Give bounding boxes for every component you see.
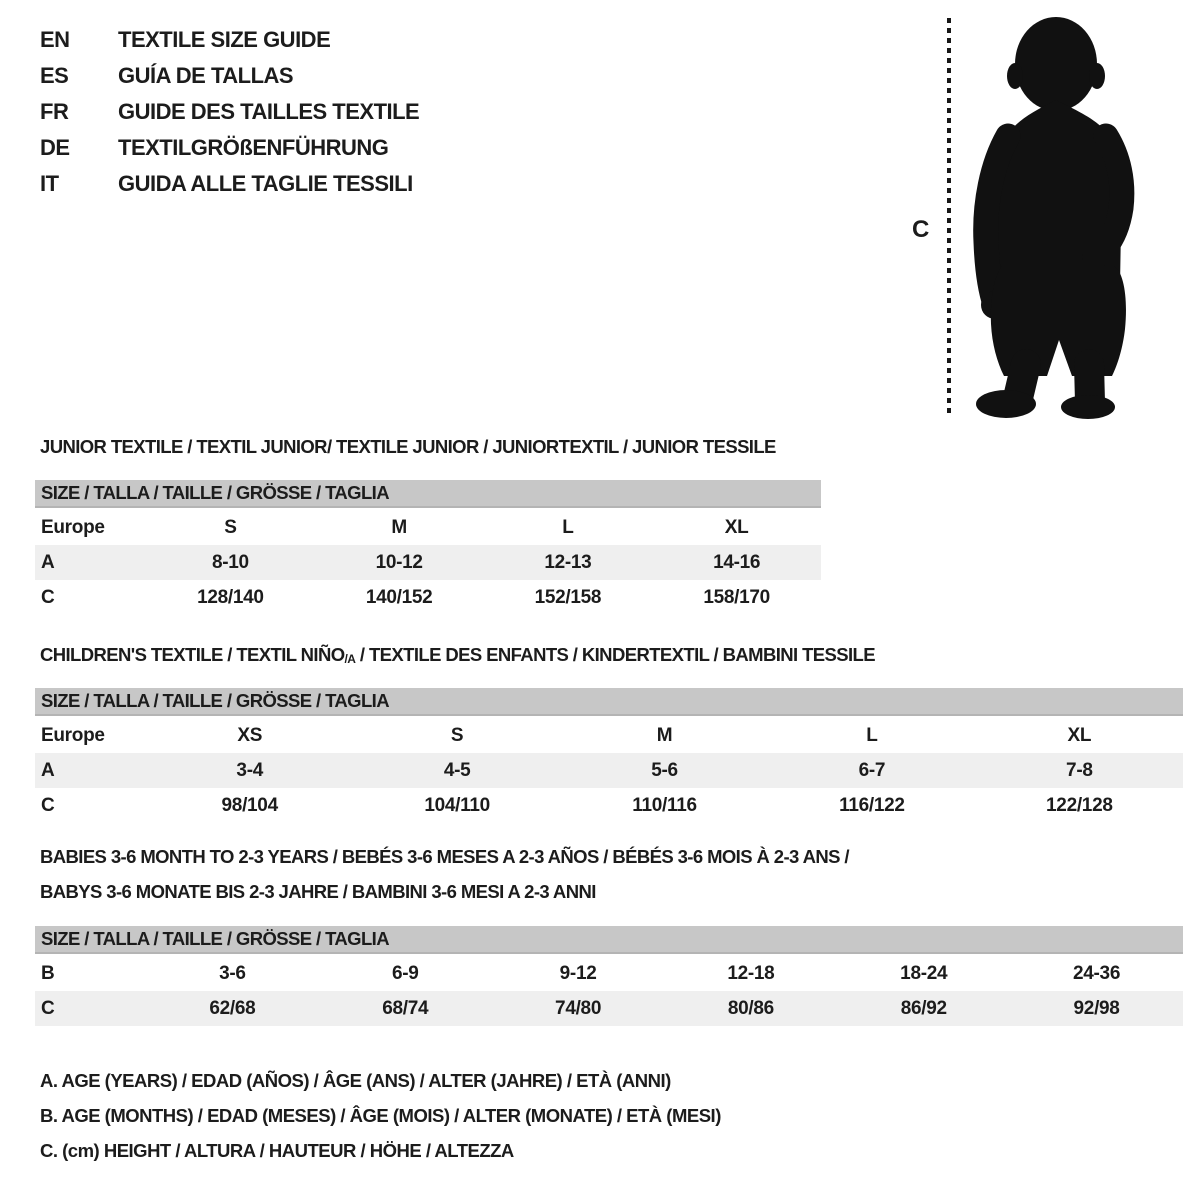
babies-table-title-line1: BABIES 3-6 MONTH TO 2-3 YEARS / BEBÉS 3-6 MESES A 2-3 AÑOS / BÉBÉS 3-6 MOIS À 2-3 ANS / xyxy=(40,846,849,867)
months-cell: 18-24 xyxy=(900,963,948,984)
size-cell: S xyxy=(450,725,464,746)
junior-table-title: JUNIOR TEXTILE / TEXTIL JUNIOR/ TEXTILE JUNIOR / JUNIORTEXTIL / JUNIOR TESSILE xyxy=(40,436,776,457)
table-row-height xyxy=(35,991,1183,1026)
height-cell: 140/152 xyxy=(365,587,433,608)
height-cell: 98/104 xyxy=(221,795,278,816)
language-row xyxy=(40,166,419,202)
months-cell: 6-9 xyxy=(391,963,419,984)
language-code: IT xyxy=(40,171,59,196)
months-cell: 9-12 xyxy=(559,963,597,984)
legend-age-years: A. AGE (YEARS) / EDAD (AÑOS) / ÂGE (ANS) / ALTER (JAHRE) / ETÀ (ANNI) xyxy=(40,1070,671,1091)
height-cell: 86/92 xyxy=(900,998,947,1019)
language-title: TEXTILE SIZE GUIDE xyxy=(118,27,331,52)
table-row-europe xyxy=(35,718,1183,753)
babies-table-title-line2: BABYS 3-6 MONATE BIS 2-3 JAHRE / BAMBINI 3-6 MESI A 2-3 ANNI xyxy=(40,881,596,902)
toddler-silhouette-icon xyxy=(962,14,1140,420)
age-cell: 8-10 xyxy=(211,552,249,573)
table-row-months xyxy=(35,956,1183,991)
row-label: A xyxy=(41,760,55,781)
children-size-table xyxy=(35,688,1183,823)
height-cell: 68/74 xyxy=(382,998,429,1019)
junior-size-table xyxy=(35,480,821,615)
language-title: GUÍA DE TALLAS xyxy=(118,63,294,88)
height-measure-label: C xyxy=(912,216,929,243)
language-code: DE xyxy=(40,135,70,160)
children-title-prefix: CHILDREN'S TEXTILE / TEXTIL NIÑO xyxy=(40,644,345,665)
age-cell: 6-7 xyxy=(858,760,886,781)
size-header-bar: SIZE / TALLA / TAILLE / GRÖSSE / TAGLIA xyxy=(35,926,1183,954)
size-cell: XL xyxy=(724,517,749,538)
children-table-title xyxy=(40,644,875,666)
months-cell: 12-18 xyxy=(727,963,775,984)
size-cell: M xyxy=(391,517,407,538)
size-header-bar: SIZE / TALLA / TAILLE / GRÖSSE / TAGLIA xyxy=(35,688,1183,716)
language-row xyxy=(40,94,419,130)
legend xyxy=(40,1070,721,1175)
row-label: C xyxy=(41,587,55,608)
height-cell: 128/140 xyxy=(197,587,264,608)
row-label: Europe xyxy=(41,517,105,538)
height-cell: 80/86 xyxy=(727,998,774,1019)
children-title-subscript: /A xyxy=(344,652,356,666)
language-row xyxy=(40,58,419,94)
children-title-suffix: / TEXTILE DES ENFANTS / KINDERTEXTIL / BAMBINI TESSILE xyxy=(355,644,875,665)
months-cell: 24-36 xyxy=(1073,963,1121,984)
months-cell: 3-6 xyxy=(219,963,246,984)
age-cell: 5-6 xyxy=(651,760,678,781)
size-cell: XS xyxy=(237,725,263,746)
height-measure-dashed-line xyxy=(947,18,951,416)
height-cell: 62/68 xyxy=(209,998,256,1019)
size-cell: M xyxy=(656,725,673,746)
language-title: GUIDA ALLE TAGLIE TESSILI xyxy=(118,171,413,196)
table-row-age xyxy=(35,545,821,580)
size-cell: XL xyxy=(1067,725,1092,746)
size-cell: S xyxy=(224,517,237,538)
age-cell: 4-5 xyxy=(443,760,471,781)
age-cell: 10-12 xyxy=(375,552,423,573)
age-cell: 3-4 xyxy=(236,760,263,781)
language-row xyxy=(40,22,419,58)
height-cell: 104/110 xyxy=(424,795,490,816)
row-label: C xyxy=(41,998,55,1019)
size-cell: L xyxy=(866,725,878,746)
language-code: EN xyxy=(40,27,70,52)
height-cell: 116/122 xyxy=(839,795,905,816)
height-cell: 122/128 xyxy=(1046,795,1113,816)
row-label: A xyxy=(41,552,55,573)
row-label: C xyxy=(41,795,55,816)
height-cell: 158/170 xyxy=(703,587,770,608)
language-list xyxy=(40,22,419,202)
table-row-height xyxy=(35,580,821,615)
height-cell: 152/158 xyxy=(534,587,602,608)
height-cell: 110/116 xyxy=(632,795,697,816)
language-code: FR xyxy=(40,99,69,124)
babies-size-table xyxy=(35,926,1183,1026)
age-cell: 14-16 xyxy=(713,552,761,573)
language-title: TEXTILGRÖßENFÜHRUNG xyxy=(118,135,389,160)
size-cell: L xyxy=(562,517,574,538)
table-row-age xyxy=(35,753,1183,788)
row-label: Europe xyxy=(41,725,105,746)
age-cell: 12-13 xyxy=(544,552,592,573)
row-label: B xyxy=(41,963,55,984)
table-row-height xyxy=(35,788,1183,823)
height-cell: 92/98 xyxy=(1073,998,1120,1019)
table-row-europe xyxy=(35,510,821,545)
height-cell: 74/80 xyxy=(555,998,602,1019)
age-cell: 7-8 xyxy=(1066,760,1093,781)
language-code: ES xyxy=(40,63,69,88)
language-title: GUIDE DES TAILLES TEXTILE xyxy=(118,99,420,124)
size-header-bar: SIZE / TALLA / TAILLE / GRÖSSE / TAGLIA xyxy=(35,480,821,508)
language-row xyxy=(40,130,419,166)
legend-age-months: B. AGE (MONTHS) / EDAD (MESES) / ÂGE (MOIS) / ALTER (MONATE) / ETÀ (MESI) xyxy=(40,1105,721,1126)
legend-height-cm: C. (cm) HEIGHT / ALTURA / HAUTEUR / HÖHE / ALTEZZA xyxy=(40,1140,514,1161)
